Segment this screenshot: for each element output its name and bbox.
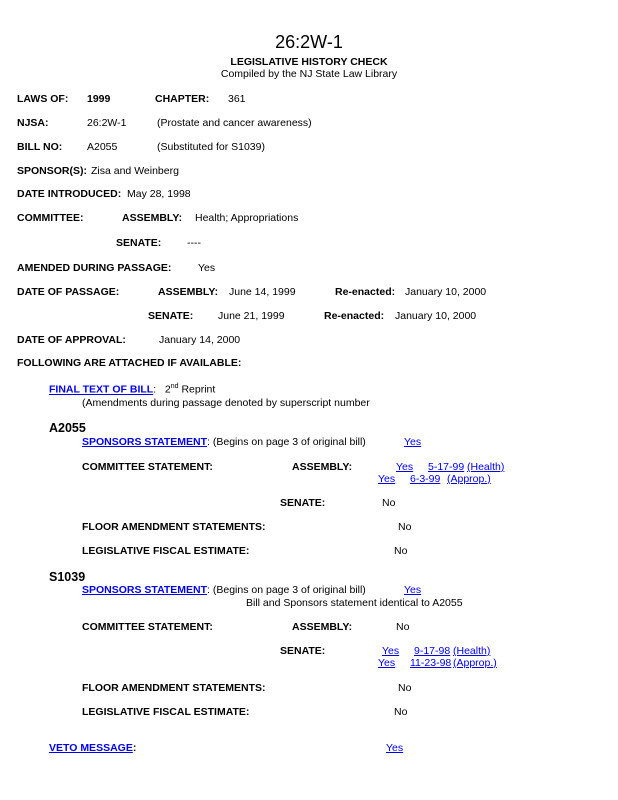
- s1039-senate-date-link[interactable]: 11-23-98: [410, 657, 452, 669]
- committee-label: COMMITTEE:: [17, 212, 84, 224]
- s1039-sponsors-yes-link[interactable]: Yes: [404, 584, 422, 596]
- s1039-floor-label: FLOOR AMENDMENT STATEMENTS:: [82, 682, 266, 694]
- a2055-floor-value: No: [398, 521, 412, 533]
- njsa-label: NJSA:: [17, 117, 49, 129]
- bill-no-label: BILL NO:: [17, 141, 63, 153]
- date-of-approval-label: DATE OF APPROVAL:: [17, 334, 126, 346]
- amended-value: Yes: [198, 262, 216, 274]
- veto-message-link[interactable]: VETO MESSAGE: [49, 742, 133, 754]
- date-of-passage-label: DATE OF PASSAGE:: [17, 286, 120, 298]
- passage-assembly-reenacted-label: Re-enacted:: [335, 286, 396, 298]
- laws-of-value: 1999: [87, 93, 111, 105]
- s1039-sponsors-row: [82, 584, 366, 596]
- following-heading: FOLLOWING ARE ATTACHED IF AVAILABLE:: [17, 357, 242, 369]
- reprint-number: 2: [164, 383, 171, 396]
- a2055-sponsors-row: [82, 436, 366, 448]
- bill-no-value: A2055: [87, 141, 118, 153]
- passage-senate-reenacted-label: Re-enacted:: [324, 310, 385, 322]
- date-introduced-label: DATE INTRODUCED:: [17, 188, 122, 200]
- s1039-sponsors-statement-link[interactable]: SPONSORS STATEMENT: [82, 584, 208, 596]
- s1039-fiscal-label: LEGISLATIVE FISCAL ESTIMATE:: [82, 706, 250, 718]
- a2055-assembly-date-link[interactable]: 6-3-99: [410, 473, 441, 485]
- a2055-sponsors-yes-link[interactable]: Yes: [404, 436, 422, 448]
- reprint-suffix: nd: [170, 383, 179, 390]
- s1039-identical-note: Bill and Sponsors statement identical to A2055: [246, 597, 463, 609]
- chapter-label: CHAPTER:: [155, 93, 210, 105]
- s1039-senate-yes-link[interactable]: Yes: [382, 645, 400, 657]
- passage-assembly-label: ASSEMBLY:: [158, 286, 219, 298]
- a2055-assembly-committee-link[interactable]: (Health): [467, 461, 505, 473]
- s1039-senate-label: SENATE:: [280, 645, 326, 657]
- veto-row: [49, 742, 136, 754]
- final-text-link[interactable]: FINAL TEXT OF BILL: [49, 383, 154, 396]
- a2055-senate-label: SENATE:: [280, 497, 326, 509]
- s1039-heading: S1039: [49, 570, 86, 584]
- s1039-senate-committee-link[interactable]: (Health): [453, 645, 491, 657]
- passage-senate-label: SENATE:: [148, 310, 194, 322]
- s1039-senate-yes-link[interactable]: Yes: [378, 657, 396, 669]
- committee-assembly-value: Health; Appropriations: [195, 212, 299, 224]
- veto-yes-link[interactable]: Yes: [386, 742, 404, 754]
- date-of-approval-value: January 14, 2000: [159, 334, 241, 346]
- amended-label: AMENDED DURING PASSAGE:: [17, 262, 172, 274]
- passage-assembly-date: June 14, 1999: [229, 286, 296, 298]
- committee-senate-value: ----: [187, 237, 201, 249]
- a2055-committee-label: COMMITTEE STATEMENT:: [82, 461, 213, 473]
- a2055-sponsors-statement-link[interactable]: SPONSORS STATEMENT: [82, 436, 208, 448]
- s1039-assembly-value: No: [396, 621, 410, 633]
- a2055-fiscal-label: LEGISLATIVE FISCAL ESTIMATE:: [82, 545, 250, 557]
- a2055-sponsors-note: : (Begins on page 3 of original bill): [207, 436, 366, 448]
- a2055-assembly-committee-link[interactable]: (Approp.): [447, 473, 491, 485]
- final-text-note: (Amendments during passage denoted by superscript number: [82, 397, 370, 409]
- passage-senate-reenacted-date: January 10, 2000: [395, 310, 477, 322]
- s1039-floor-value: No: [398, 682, 412, 694]
- laws-of-label: LAWS OF:: [17, 93, 69, 105]
- s1039-assembly-label: ASSEMBLY:: [292, 621, 353, 633]
- njsa-note: (Prostate and cancer awareness): [157, 117, 312, 129]
- final-text-colon: :: [153, 383, 157, 396]
- page-title: 26:2W-1: [275, 32, 343, 52]
- s1039-sponsors-note: : (Begins on page 3 of original bill): [207, 584, 366, 596]
- final-text-row: [49, 383, 215, 396]
- reprint-word: Reprint: [181, 383, 216, 396]
- a2055-heading: A2055: [49, 421, 86, 435]
- a2055-assembly-yes-link[interactable]: Yes: [396, 461, 414, 473]
- bill-no-note: (Substituted for S1039): [157, 141, 265, 153]
- sponsors-value: Zisa and Weinberg: [91, 165, 179, 177]
- s1039-committee-label: COMMITTEE STATEMENT:: [82, 621, 213, 633]
- njsa-value: 26:2W-1: [87, 117, 127, 129]
- s1039-fiscal-value: No: [394, 706, 408, 718]
- passage-senate-date: June 21, 1999: [218, 310, 285, 322]
- a2055-assembly-yes-link[interactable]: Yes: [378, 473, 396, 485]
- passage-assembly-reenacted-date: January 10, 2000: [405, 286, 487, 298]
- page-subtitle: LEGISLATIVE HISTORY CHECK: [230, 56, 388, 68]
- committee-assembly-label: ASSEMBLY:: [122, 212, 183, 224]
- committee-senate-label: SENATE:: [116, 237, 162, 249]
- compiled-by: Compiled by the NJ State Law Library: [220, 68, 398, 80]
- s1039-senate-committee-link[interactable]: (Approp.): [453, 657, 497, 669]
- sponsors-label: SPONSOR(S):: [17, 165, 88, 177]
- a2055-floor-label: FLOOR AMENDMENT STATEMENTS:: [82, 521, 266, 533]
- date-introduced-value: May 28, 1998: [127, 188, 191, 200]
- chapter-value: 361: [228, 93, 246, 105]
- veto-colon: :: [132, 742, 137, 754]
- a2055-senate-value: No: [382, 497, 396, 509]
- s1039-senate-date-link[interactable]: 9-17-98: [414, 645, 451, 657]
- a2055-assembly-label: ASSEMBLY:: [292, 461, 353, 473]
- a2055-assembly-date-link[interactable]: 5-17-99: [428, 461, 465, 473]
- a2055-fiscal-value: No: [394, 545, 408, 557]
